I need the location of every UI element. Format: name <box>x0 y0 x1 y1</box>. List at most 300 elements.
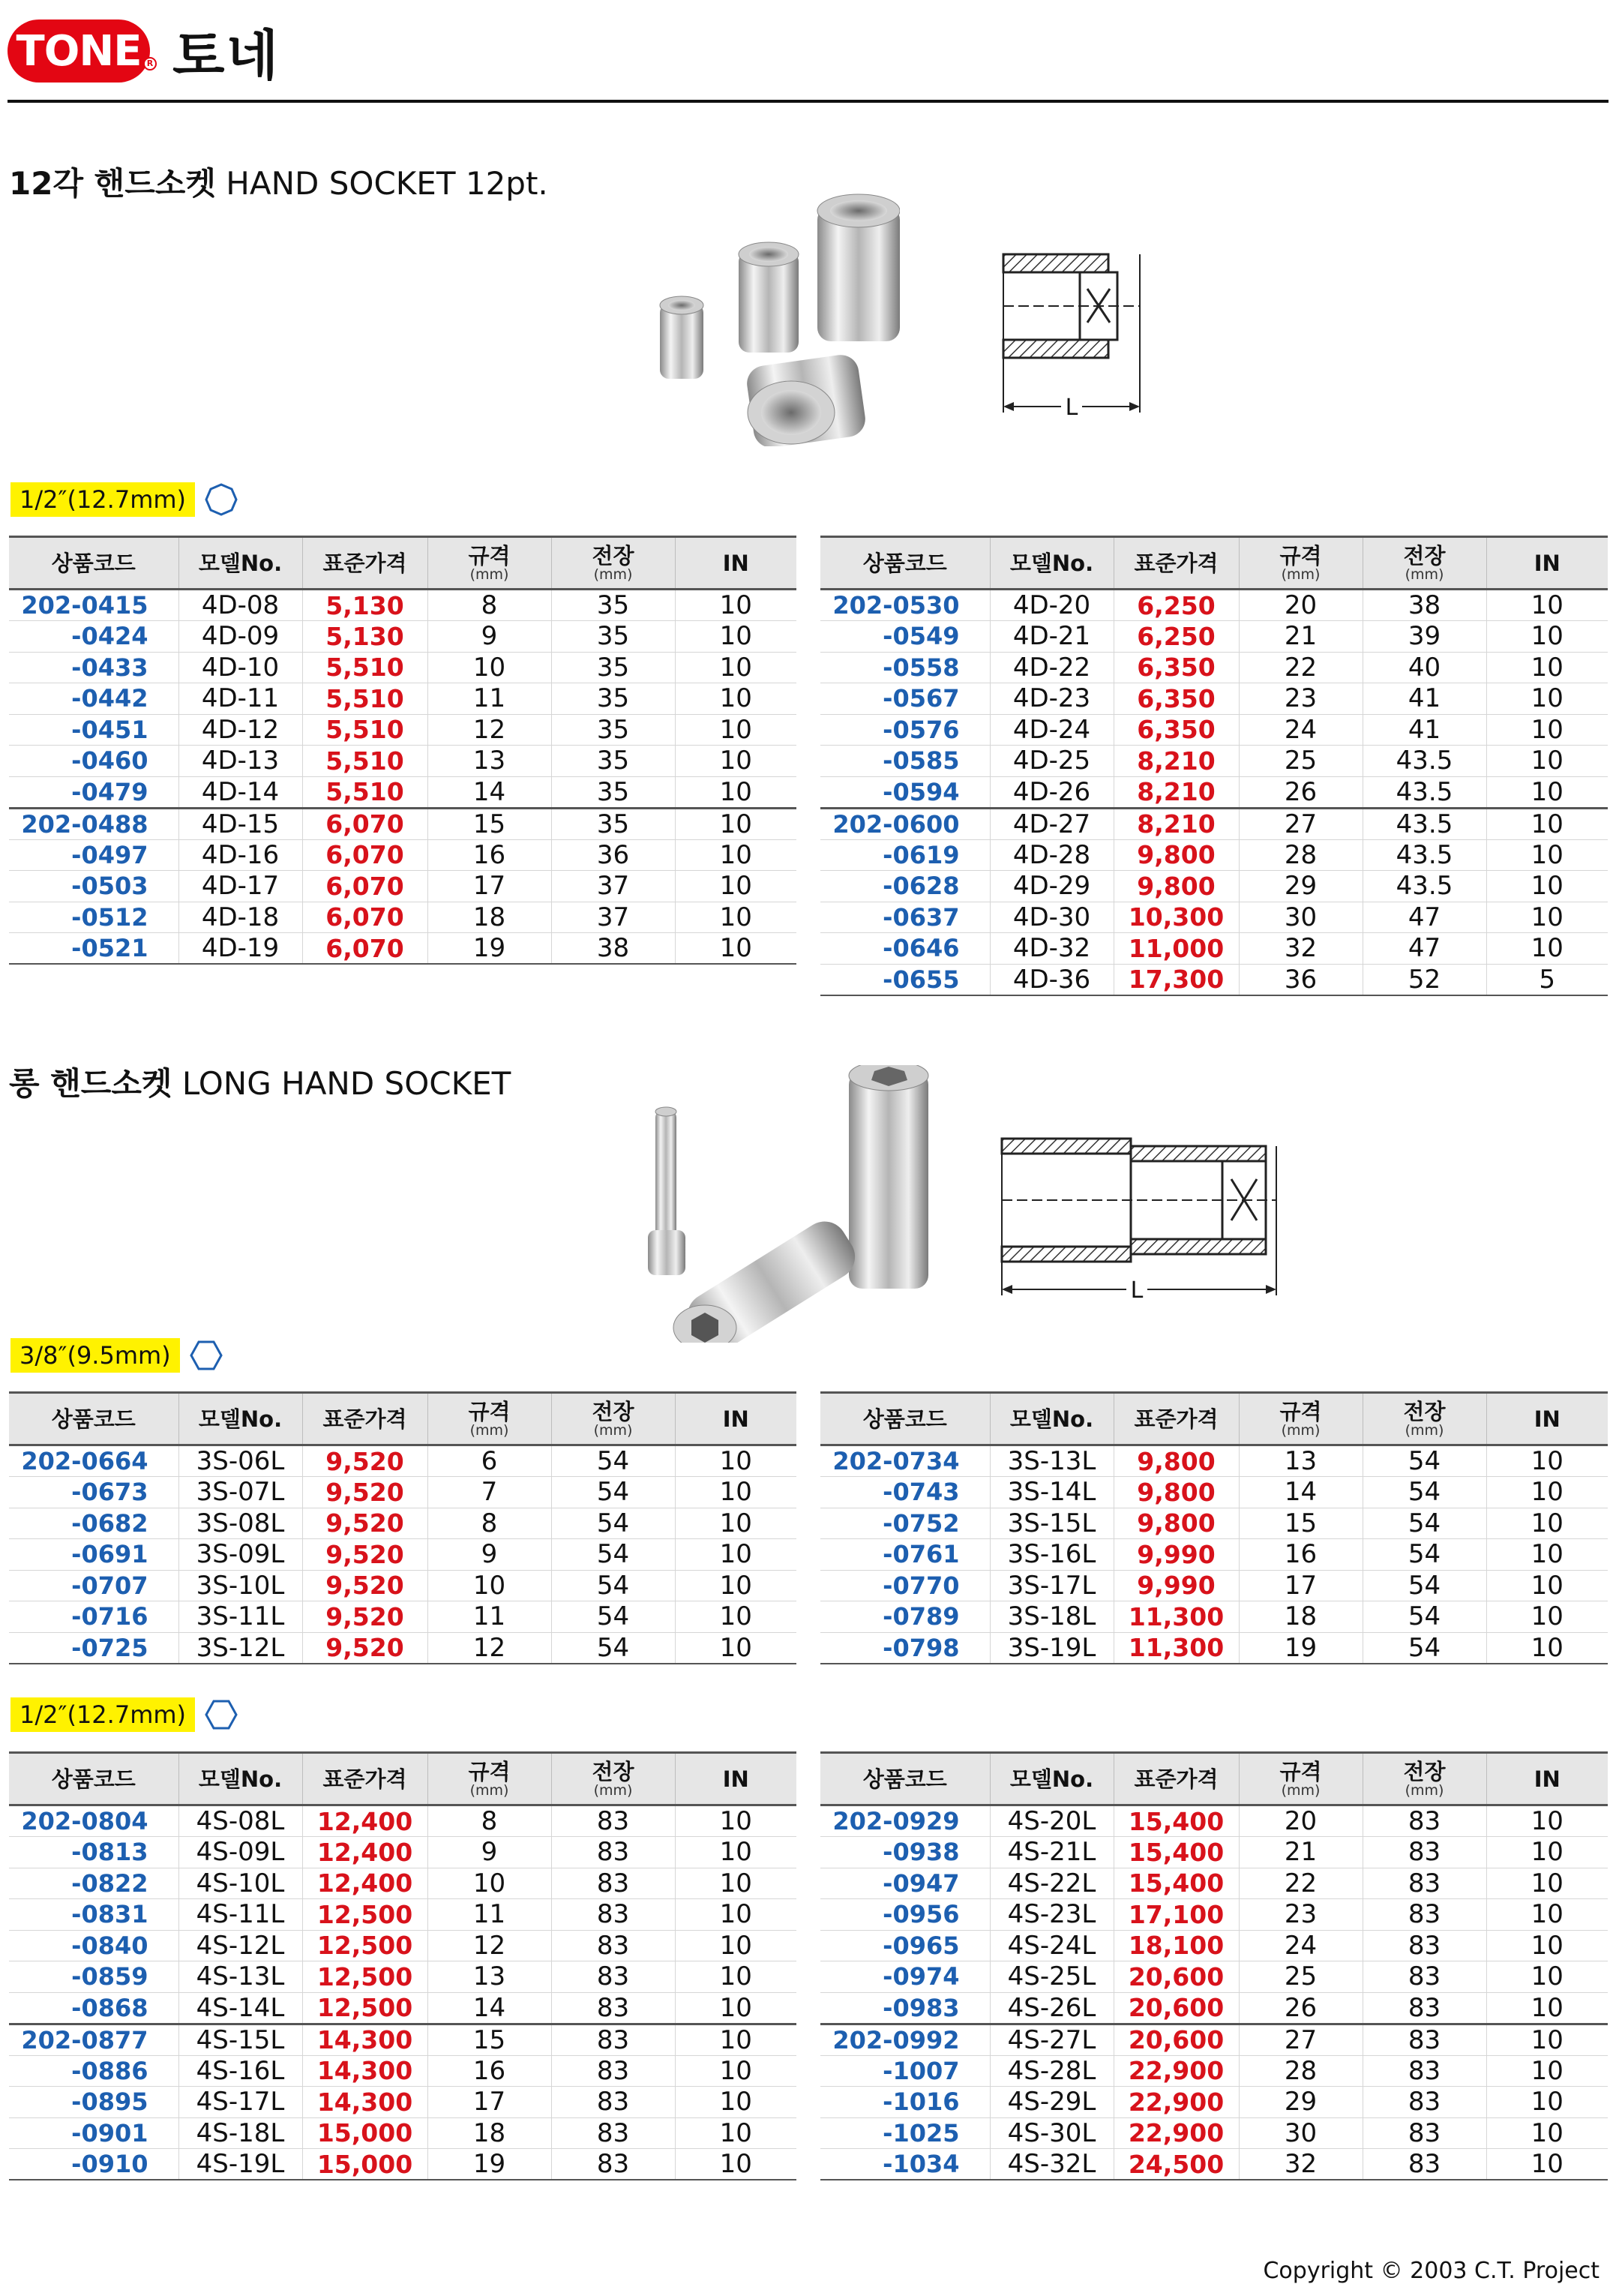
column-header-standard-price: 표준가격 <box>1114 1393 1239 1445</box>
length-mm-cell: 35 <box>551 590 675 621</box>
model-no-cell: 4D-25 <box>990 746 1114 777</box>
length-mm-cell: 83 <box>1363 1805 1486 1837</box>
standard-price-cell: 8,210 <box>1114 776 1239 808</box>
quantity-in-cell: 10 <box>675 652 796 683</box>
size-mm-cell: 16 <box>427 839 551 871</box>
size-mm-cell: 8 <box>427 1508 551 1539</box>
quantity-in-cell: 10 <box>1486 1899 1608 1931</box>
quantity-in-cell: 10 <box>1486 683 1608 715</box>
size-mm-cell: 18 <box>427 2117 551 2149</box>
standard-price-cell: 11,300 <box>1114 1601 1239 1633</box>
table-header-row <box>9 1393 796 1445</box>
table-row <box>9 1445 796 1477</box>
model-no-cell: 4D-11 <box>178 683 302 715</box>
table-row <box>820 1632 1608 1664</box>
length-mm-cell: 83 <box>551 2024 675 2055</box>
length-mm-cell: 35 <box>551 808 675 839</box>
model-no-cell: 4D-30 <box>990 902 1114 933</box>
product-code-cell: -0558 <box>820 652 990 683</box>
model-no-cell: 4D-24 <box>990 714 1114 746</box>
table-row <box>9 2024 796 2055</box>
table-row <box>820 590 1608 621</box>
quantity-in-cell: 10 <box>1486 902 1608 933</box>
size-mm-cell: 18 <box>1239 1601 1363 1633</box>
quantity-in-cell: 10 <box>675 1632 796 1664</box>
size-mm-cell: 20 <box>1239 590 1363 621</box>
quantity-in-cell: 10 <box>675 871 796 902</box>
table-row <box>820 839 1608 871</box>
standard-price-cell: 9,800 <box>1114 1445 1239 1477</box>
quantity-in-cell: 10 <box>675 2055 796 2087</box>
product-code-cell: -0868 <box>9 1992 178 2024</box>
table-row <box>9 1961 796 1993</box>
size-mm-cell: 9 <box>427 1539 551 1571</box>
table-row <box>9 933 796 965</box>
model-no-cell: 3S-10L <box>178 1570 302 1601</box>
column-header-quantity-in: IN <box>1486 1753 1608 1805</box>
quantity-in-cell: 10 <box>1486 1930 1608 1961</box>
model-no-cell: 4D-19 <box>178 933 302 965</box>
size-mm-cell: 11 <box>427 683 551 715</box>
size-mm-cell: 17 <box>1239 1570 1363 1601</box>
quantity-in-cell: 10 <box>675 1445 796 1477</box>
standard-price-cell: 22,900 <box>1114 2055 1239 2087</box>
product-code-cell: -0965 <box>820 1930 990 1961</box>
product-code-cell: -0521 <box>9 933 178 965</box>
standard-price-cell: 9,800 <box>1114 1477 1239 1508</box>
quantity-in-cell: 10 <box>1486 1632 1608 1664</box>
length-mm-cell: 83 <box>551 2117 675 2149</box>
standard-price-cell: 22,900 <box>1114 2087 1239 2118</box>
length-mm-cell: 43.5 <box>1363 808 1486 839</box>
tone-logo: TONE <box>7 20 150 83</box>
column-header-product-code: 상품코드 <box>9 1393 178 1445</box>
size-mm-cell: 17 <box>427 871 551 902</box>
model-no-cell: 4S-27L <box>990 2024 1114 2055</box>
length-mm-cell: 83 <box>1363 2055 1486 2087</box>
table-row <box>820 2117 1608 2149</box>
quantity-in-cell: 10 <box>675 1961 796 1993</box>
length-mm-cell: 83 <box>1363 1930 1486 1961</box>
quantity-in-cell: 10 <box>1486 839 1608 871</box>
product-code-cell: -0479 <box>9 776 178 808</box>
quantity-in-cell: 10 <box>675 1992 796 2024</box>
long-socket-section-diagram <box>997 1134 1282 1303</box>
table-row <box>9 1477 796 1508</box>
table-row <box>820 1570 1608 1601</box>
table-row <box>820 2149 1608 2180</box>
standard-price-cell: 12,500 <box>302 1899 427 1931</box>
size-mm-cell: 10 <box>427 1868 551 1899</box>
standard-price-cell: 12,500 <box>302 1992 427 2024</box>
column-header-standard-price: 표준가격 <box>302 537 427 590</box>
product-code-cell: -0497 <box>9 839 178 871</box>
model-no-cell: 4S-28L <box>990 2055 1114 2087</box>
product-code-cell: -0761 <box>820 1539 990 1571</box>
size-mm-cell: 29 <box>1239 2087 1363 2118</box>
size-mm-cell: 19 <box>427 2149 551 2180</box>
quantity-in-cell: 10 <box>1486 652 1608 683</box>
standard-price-cell: 12,400 <box>302 1805 427 1837</box>
size-mm-cell: 24 <box>1239 1930 1363 1961</box>
table-row <box>820 933 1608 965</box>
model-no-cell: 3S-15L <box>990 1508 1114 1539</box>
quantity-in-cell: 10 <box>675 2024 796 2055</box>
size-mm-cell: 10 <box>427 1570 551 1601</box>
model-no-cell: 3S-08L <box>178 1508 302 1539</box>
column-header-model-no: 모델No. <box>178 1393 302 1445</box>
quantity-in-cell: 10 <box>1486 1570 1608 1601</box>
length-mm-cell: 38 <box>551 933 675 965</box>
product-code-cell: -0752 <box>820 1508 990 1539</box>
table-header-row <box>820 1753 1608 1805</box>
table-row <box>9 1601 796 1633</box>
quantity-in-cell: 10 <box>1486 808 1608 839</box>
model-no-cell: 3S-07L <box>178 1477 302 1508</box>
12-point-outline-icon <box>204 482 238 517</box>
standard-price-cell: 20,600 <box>1114 1961 1239 1993</box>
product-code-cell: -1016 <box>820 2087 990 2118</box>
6-point-outline-icon <box>204 1697 238 1732</box>
quantity-in-cell: 10 <box>1486 2149 1608 2180</box>
length-mm-cell: 83 <box>1363 1837 1486 1868</box>
model-no-cell: 4D-20 <box>990 590 1114 621</box>
spec-table-long-3-8-right <box>820 1391 1608 1664</box>
column-header-standard-price: 표준가격 <box>302 1753 427 1805</box>
spec-table-hand-socket-left <box>9 536 796 965</box>
spec-table-long-half-right <box>820 1751 1608 2180</box>
quantity-in-cell: 10 <box>675 1570 796 1601</box>
table-header-row <box>9 537 796 590</box>
table-header-row <box>9 1753 796 1805</box>
product-code-cell: -0637 <box>820 902 990 933</box>
product-code-cell: -0840 <box>9 1930 178 1961</box>
length-mm-cell: 35 <box>551 621 675 653</box>
standard-price-cell: 12,500 <box>302 1961 427 1993</box>
length-mm-cell: 41 <box>1363 714 1486 746</box>
product-code-cell: -0673 <box>9 1477 178 1508</box>
model-no-cell: 4D-10 <box>178 652 302 683</box>
table-row <box>820 1868 1608 1899</box>
size-mm-cell: 22 <box>1239 1868 1363 1899</box>
standard-price-cell: 8,210 <box>1114 808 1239 839</box>
column-unit: (mm) <box>1281 1421 1321 1439</box>
model-no-cell: 4D-26 <box>990 776 1114 808</box>
column-header-size-mm: 규격 (mm) <box>427 1393 551 1445</box>
model-no-cell: 4D-27 <box>990 808 1114 839</box>
product-code-cell: -0442 <box>9 683 178 715</box>
model-no-cell: 4S-19L <box>178 2149 302 2180</box>
product-code-cell: -0512 <box>9 902 178 933</box>
model-no-cell: 4D-21 <box>990 621 1114 653</box>
size-mm-cell: 27 <box>1239 2024 1363 2055</box>
product-code-cell: -0691 <box>9 1539 178 1571</box>
model-no-cell: 3S-18L <box>990 1601 1114 1633</box>
column-header-size-mm: 규격 (mm) <box>1239 1393 1363 1445</box>
quantity-in-cell: 10 <box>675 1805 796 1837</box>
column-unit: (mm) <box>469 1421 509 1439</box>
length-mm-cell: 39 <box>1363 621 1486 653</box>
standard-price-cell: 15,400 <box>1114 1837 1239 1868</box>
column-header-model-no: 모델No. <box>990 1753 1114 1805</box>
model-no-cell: 4S-13L <box>178 1961 302 1993</box>
standard-price-cell: 5,510 <box>302 652 427 683</box>
size-mm-cell: 36 <box>1239 964 1363 995</box>
standard-price-cell: 14,300 <box>302 2024 427 2055</box>
table-row <box>820 871 1608 902</box>
size-mm-cell: 28 <box>1239 2055 1363 2087</box>
column-header-quantity-in: IN <box>1486 1393 1608 1445</box>
length-mm-cell: 83 <box>1363 1992 1486 2024</box>
size-mm-cell: 25 <box>1239 1961 1363 1993</box>
table-row <box>9 776 796 808</box>
table-header-row <box>820 537 1608 590</box>
model-no-cell: 4S-18L <box>178 2117 302 2149</box>
table-row <box>820 902 1608 933</box>
table-row <box>820 808 1608 839</box>
section-title-hand-socket: 12각 핸드소켓 HAND SOCKET 12pt. <box>9 165 548 202</box>
product-code-cell: -0886 <box>9 2055 178 2087</box>
standard-price-cell: 6,070 <box>302 808 427 839</box>
table-header-row <box>820 1393 1608 1445</box>
length-mm-cell: 47 <box>1363 902 1486 933</box>
standard-price-cell: 6,350 <box>1114 652 1239 683</box>
table-row <box>9 746 796 777</box>
standard-price-cell: 11,000 <box>1114 933 1239 965</box>
model-no-cell: 4D-14 <box>178 776 302 808</box>
product-code-cell: 202-0877 <box>9 2024 178 2055</box>
table-row <box>9 1868 796 1899</box>
product-code-cell: -0789 <box>820 1601 990 1633</box>
table-row <box>9 902 796 933</box>
table-row <box>9 652 796 683</box>
standard-price-cell: 5,510 <box>302 714 427 746</box>
standard-price-cell: 5,130 <box>302 590 427 621</box>
model-no-cell: 4S-32L <box>990 2149 1114 2180</box>
product-code-cell: -0682 <box>9 1508 178 1539</box>
length-mm-cell: 83 <box>551 2149 675 2180</box>
quantity-in-cell: 10 <box>1486 1805 1608 1837</box>
model-no-cell: 4D-15 <box>178 808 302 839</box>
column-header-length-mm: 전장 (mm) <box>1363 1753 1486 1805</box>
model-no-cell: 4D-28 <box>990 839 1114 871</box>
size-mm-cell: 24 <box>1239 714 1363 746</box>
length-mm-cell: 54 <box>1363 1477 1486 1508</box>
column-header-size-mm: 규격 (mm) <box>1239 1753 1363 1805</box>
size-mm-cell: 12 <box>427 1632 551 1664</box>
table-row <box>9 1805 796 1837</box>
column-header-size-mm: 규격 (mm) <box>1239 537 1363 590</box>
table-row <box>9 621 796 653</box>
model-no-cell: 3S-16L <box>990 1539 1114 1571</box>
standard-price-cell: 5,510 <box>302 683 427 715</box>
product-code-cell: -0743 <box>820 1477 990 1508</box>
standard-price-cell: 24,500 <box>1114 2149 1239 2180</box>
model-no-cell: 4S-17L <box>178 2087 302 2118</box>
model-no-cell: 3S-09L <box>178 1539 302 1571</box>
standard-price-cell: 6,250 <box>1114 621 1239 653</box>
model-no-cell: 4D-23 <box>990 683 1114 715</box>
hand-socket-photo <box>645 191 900 446</box>
table-row <box>9 683 796 715</box>
product-code-cell: -0716 <box>9 1601 178 1633</box>
quantity-in-cell: 10 <box>675 1899 796 1931</box>
length-mm-cell: 43.5 <box>1363 746 1486 777</box>
long-socket-photo <box>637 1065 930 1343</box>
length-mm-cell: 83 <box>551 1992 675 2024</box>
quantity-in-cell: 10 <box>1486 1992 1608 2024</box>
model-no-cell: 3S-13L <box>990 1445 1114 1477</box>
product-code-cell: -0567 <box>820 683 990 715</box>
standard-price-cell: 5,510 <box>302 776 427 808</box>
product-code-cell: -0549 <box>820 621 990 653</box>
standard-price-cell: 20,600 <box>1114 1992 1239 2024</box>
length-mm-cell: 43.5 <box>1363 776 1486 808</box>
size-mm-cell: 10 <box>427 652 551 683</box>
quantity-in-cell: 10 <box>1486 621 1608 653</box>
size-mm-cell: 20 <box>1239 1805 1363 1837</box>
column-unit: (mm) <box>593 566 633 583</box>
length-mm-cell: 37 <box>551 871 675 902</box>
product-code-cell: -0725 <box>9 1632 178 1664</box>
quantity-in-cell: 10 <box>675 621 796 653</box>
quantity-in-cell: 10 <box>675 1477 796 1508</box>
column-header-standard-price: 표준가격 <box>302 1393 427 1445</box>
length-mm-cell: 35 <box>551 652 675 683</box>
table-row <box>820 1477 1608 1508</box>
column-header-product-code: 상품코드 <box>820 1393 990 1445</box>
size-mm-cell: 26 <box>1239 1992 1363 2024</box>
size-mm-cell: 12 <box>427 714 551 746</box>
size-mm-cell: 14 <box>427 776 551 808</box>
length-mm-cell: 35 <box>551 683 675 715</box>
standard-price-cell: 9,520 <box>302 1477 427 1508</box>
table-row <box>820 2024 1608 2055</box>
model-no-cell: 4S-25L <box>990 1961 1114 1993</box>
product-code-cell: 202-0664 <box>9 1445 178 1477</box>
product-code-cell: -0947 <box>820 1868 990 1899</box>
standard-price-cell: 17,300 <box>1114 964 1239 995</box>
model-no-cell: 4S-10L <box>178 1868 302 1899</box>
size-mm-cell: 18 <box>427 902 551 933</box>
standard-price-cell: 15,400 <box>1114 1868 1239 1899</box>
model-no-cell: 4S-16L <box>178 2055 302 2087</box>
column-header-length-mm: 전장 (mm) <box>551 537 675 590</box>
length-mm-cell: 83 <box>1363 2117 1486 2149</box>
column-unit: (mm) <box>1281 566 1321 583</box>
length-mm-cell: 54 <box>1363 1632 1486 1664</box>
model-no-cell: 4D-13 <box>178 746 302 777</box>
model-no-cell: 4D-32 <box>990 933 1114 965</box>
standard-price-cell: 12,400 <box>302 1837 427 1868</box>
size-mm-cell: 8 <box>427 590 551 621</box>
product-code-cell: -0974 <box>820 1961 990 1993</box>
size-tag-half-inch-long: 1/2″(12.7mm) <box>10 1697 238 1732</box>
size-mm-cell: 9 <box>427 1837 551 1868</box>
standard-price-cell: 15,400 <box>1114 1805 1239 1837</box>
standard-price-cell: 9,520 <box>302 1445 427 1477</box>
length-mm-cell: 54 <box>551 1445 675 1477</box>
table-row <box>820 1930 1608 1961</box>
column-header-standard-price: 표준가격 <box>1114 537 1239 590</box>
product-code-cell: -1007 <box>820 2055 990 2087</box>
quantity-in-cell: 10 <box>675 714 796 746</box>
standard-price-cell: 9,800 <box>1114 1508 1239 1539</box>
column-header-standard-price: 표준가격 <box>1114 1753 1239 1805</box>
length-mm-cell: 54 <box>1363 1601 1486 1633</box>
length-mm-cell: 40 <box>1363 652 1486 683</box>
standard-price-cell: 9,520 <box>302 1539 427 1571</box>
column-unit: (mm) <box>593 1781 633 1799</box>
length-mm-cell: 83 <box>1363 2149 1486 2180</box>
product-code-cell: -0655 <box>820 964 990 995</box>
table-row <box>820 1601 1608 1633</box>
length-mm-cell: 43.5 <box>1363 839 1486 871</box>
size-mm-cell: 8 <box>427 1805 551 1837</box>
length-mm-cell: 54 <box>551 1632 675 1664</box>
quantity-in-cell: 10 <box>1486 746 1608 777</box>
size-mm-cell: 32 <box>1239 933 1363 965</box>
size-mm-cell: 21 <box>1239 1837 1363 1868</box>
table-row <box>9 839 796 871</box>
spec-table-long-half-left <box>9 1751 796 2180</box>
product-code-cell: -0813 <box>9 1837 178 1868</box>
size-mm-cell: 21 <box>1239 621 1363 653</box>
model-no-cell: 3S-19L <box>990 1632 1114 1664</box>
copyright-text: Copyright © 2003 C.T. Project <box>1263 2258 1600 2284</box>
quantity-in-cell: 10 <box>1486 871 1608 902</box>
quantity-in-cell: 10 <box>675 2087 796 2118</box>
size-mm-cell: 25 <box>1239 746 1363 777</box>
length-mm-cell: 47 <box>1363 933 1486 965</box>
size-mm-cell: 23 <box>1239 1899 1363 1931</box>
standard-price-cell: 20,600 <box>1114 2024 1239 2055</box>
size-tag-half-inch-12pt: 1/2″(12.7mm) <box>10 482 238 517</box>
product-code-cell: -0859 <box>9 1961 178 1993</box>
length-mm-cell: 83 <box>1363 2024 1486 2055</box>
product-code-cell: -0901 <box>9 2117 178 2149</box>
section-title-long-socket: 롱 핸드소켓 LONG HAND SOCKET <box>9 1065 511 1102</box>
size-mm-cell: 13 <box>1239 1445 1363 1477</box>
standard-price-cell: 8,210 <box>1114 746 1239 777</box>
table-row <box>820 1539 1608 1571</box>
product-code-cell: 202-0992 <box>820 2024 990 2055</box>
quantity-in-cell: 10 <box>1486 933 1608 965</box>
quantity-in-cell: 10 <box>675 1601 796 1633</box>
brand-header <box>7 20 280 87</box>
length-mm-cell: 83 <box>1363 1961 1486 1993</box>
size-mm-cell: 29 <box>1239 871 1363 902</box>
model-no-cell: 3S-17L <box>990 1570 1114 1601</box>
model-no-cell: 4S-12L <box>178 1930 302 1961</box>
quantity-in-cell: 10 <box>1486 590 1608 621</box>
column-unit: (mm) <box>593 1421 633 1439</box>
column-header-length-mm: 전장 (mm) <box>1363 1393 1486 1445</box>
product-code-cell: -0576 <box>820 714 990 746</box>
length-mm-cell: 83 <box>551 1899 675 1931</box>
column-header-length-mm: 전장 (mm) <box>1363 537 1486 590</box>
size-mm-cell: 14 <box>1239 1477 1363 1508</box>
model-no-cell: 4S-20L <box>990 1805 1114 1837</box>
size-mm-cell: 27 <box>1239 808 1363 839</box>
table-row <box>9 714 796 746</box>
6-point-outline-icon <box>189 1338 223 1373</box>
column-header-product-code: 상품코드 <box>9 1753 178 1805</box>
spec-table-long-3-8-left <box>9 1391 796 1664</box>
table-row <box>9 1508 796 1539</box>
table-row <box>820 1445 1608 1477</box>
table-row <box>9 2055 796 2087</box>
